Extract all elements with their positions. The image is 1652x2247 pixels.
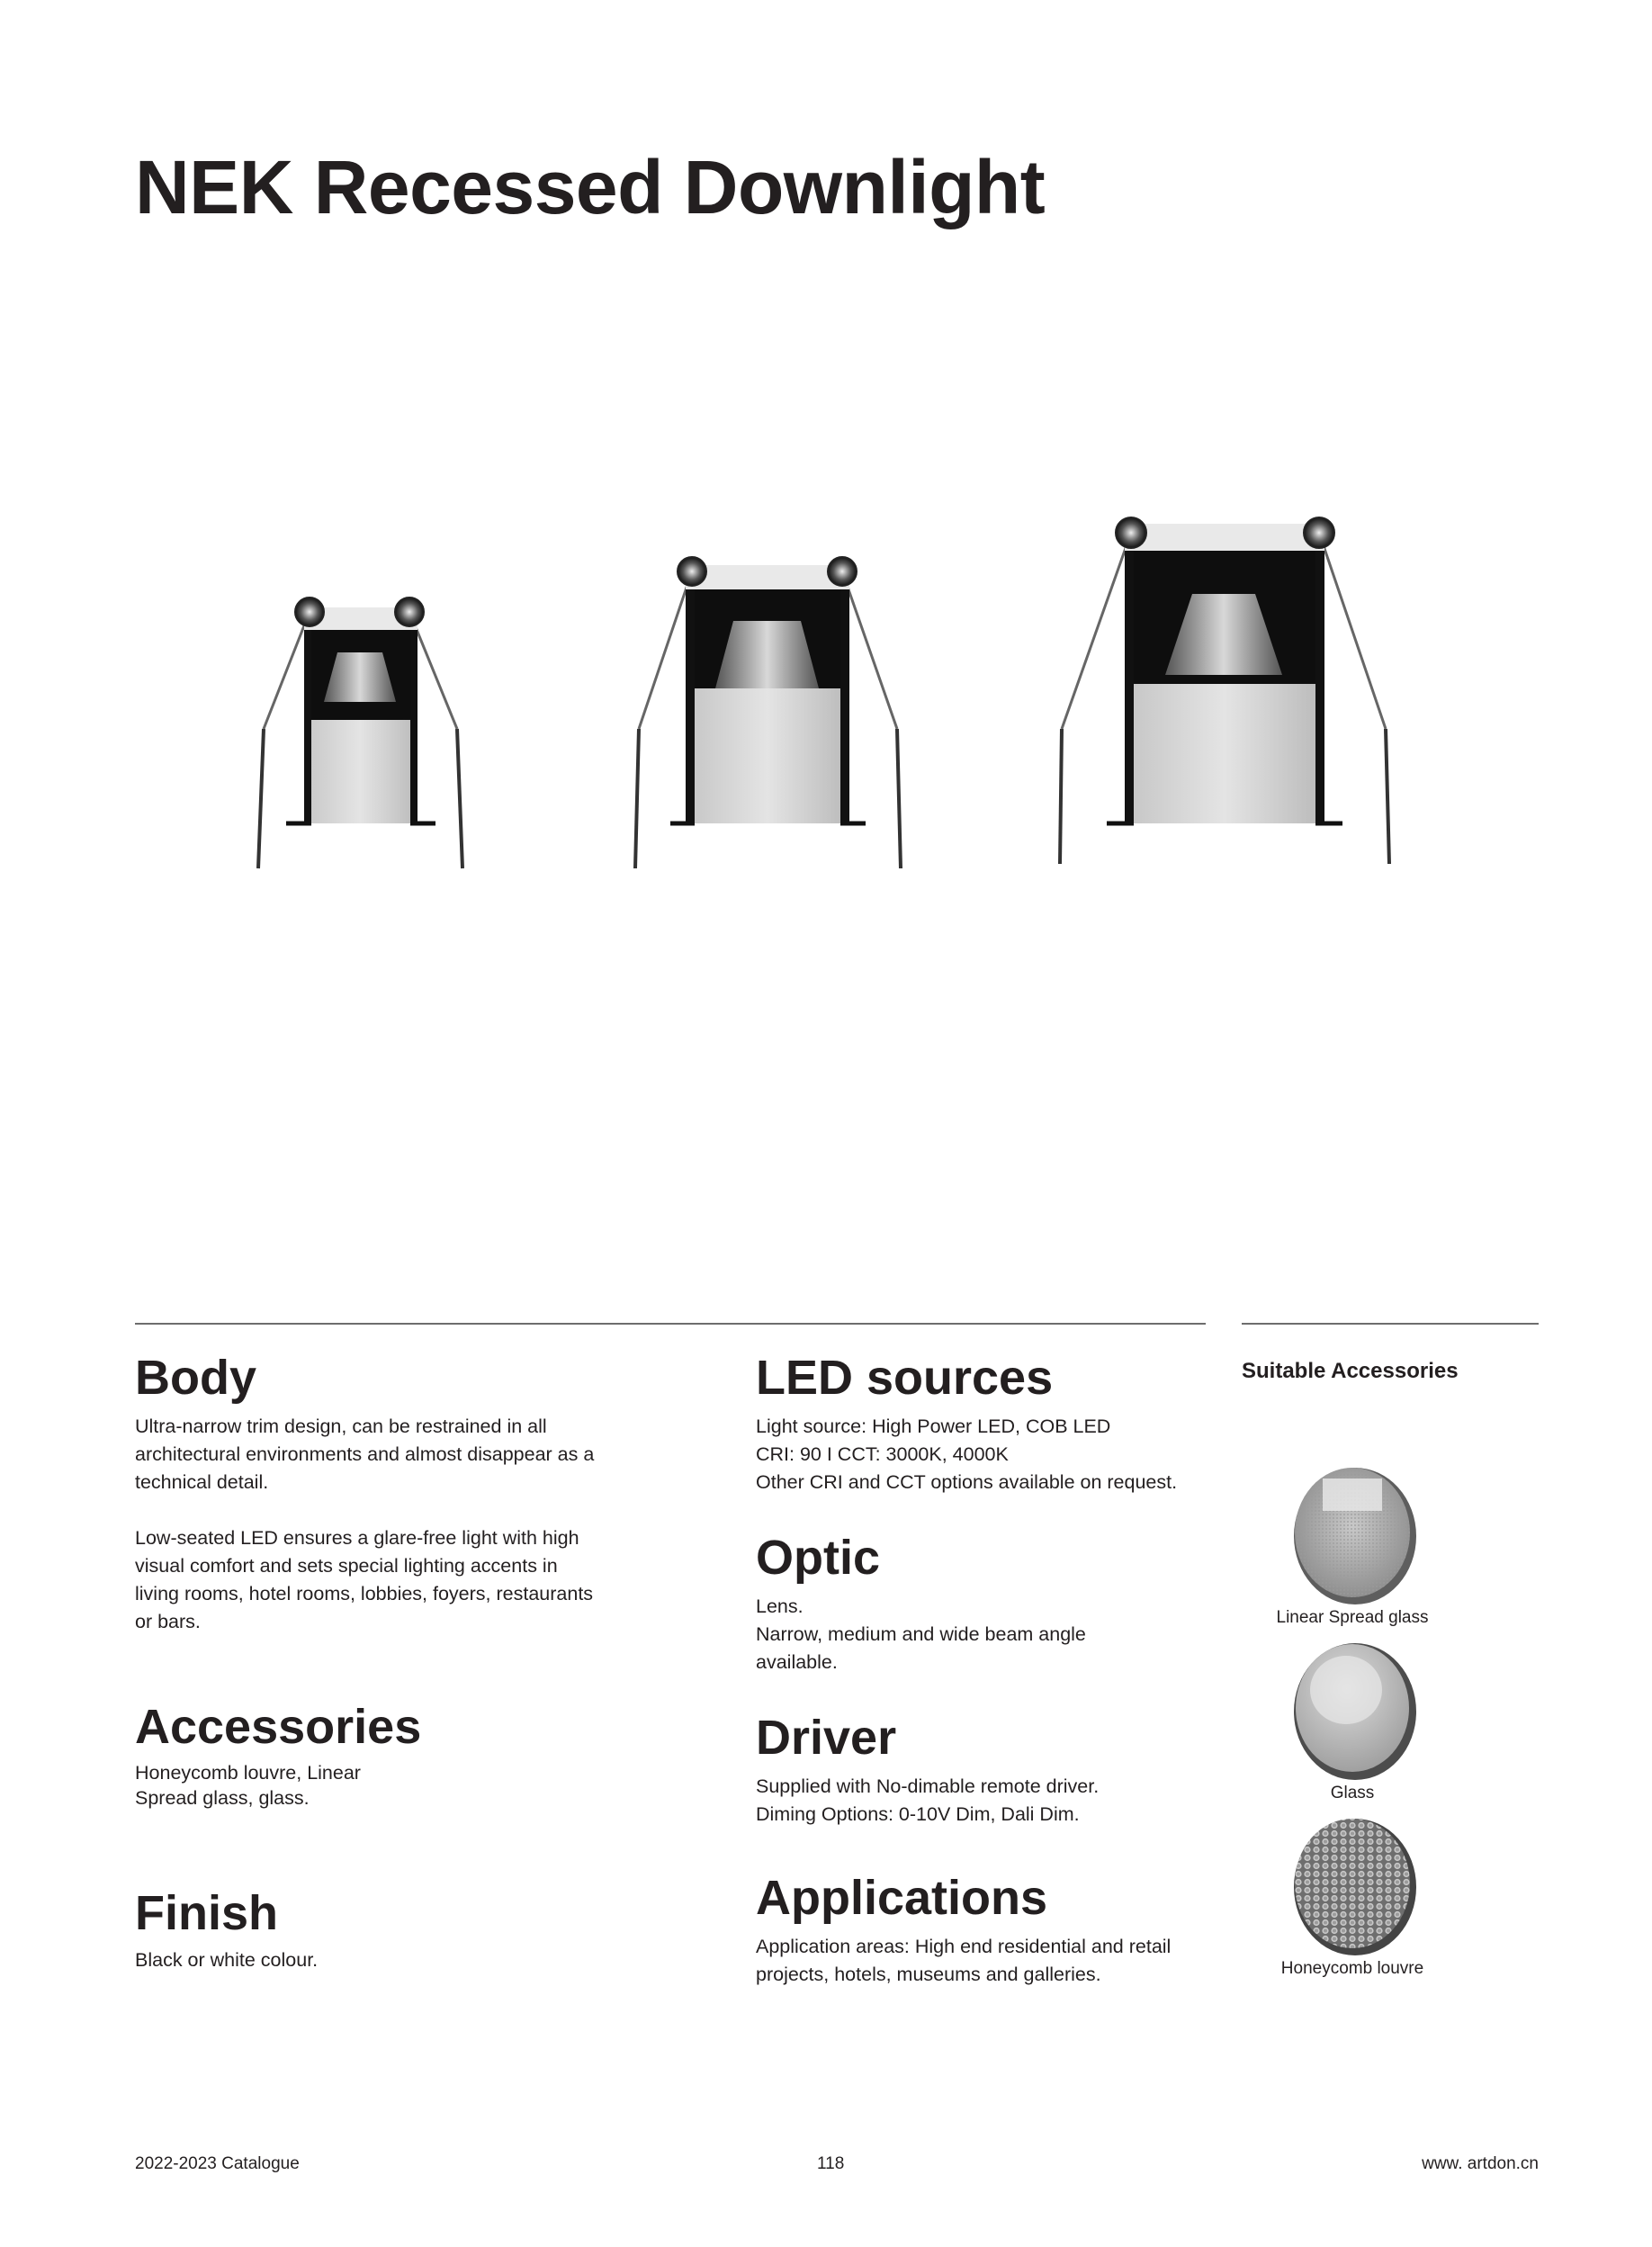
downlight-large-image [1060, 517, 1389, 864]
glass-image [1285, 1638, 1420, 1782]
section-driver [756, 1710, 1206, 1829]
downlight-medium-image [635, 557, 901, 868]
section-heading: Applications [756, 1871, 1048, 1925]
section-text: Ultra-narrow trim design, can be restrained in all architectural environments and almost disappear as a technical detail. [135, 1416, 595, 1493]
section-led-sources [756, 1350, 1206, 1497]
section-text: Supplied with No-dimable remote driver. Diming Options: 0-10V Dim, Dali Dim. [756, 1775, 1100, 1825]
section-text: Application areas: High end residential and retail projects, hotels, museums and galleries. [756, 1936, 1172, 1985]
section-heading: Accessories [135, 1700, 422, 1754]
downlight-small-image [258, 598, 462, 868]
accessory-label: Honeycomb louvre [1280, 1959, 1424, 1978]
section-optic [756, 1530, 1206, 1676]
divider-main [135, 1323, 1206, 1325]
honeycomb-louvre-image [1285, 1813, 1420, 1957]
section-heading: Body [135, 1351, 256, 1405]
suitable-accessories-title: Suitable Accessories [1242, 1359, 1459, 1383]
section-heading: Optic [756, 1531, 881, 1585]
divider-sidebar [1242, 1323, 1539, 1325]
footer-page-number: 118 [817, 2154, 845, 2173]
linear-spread-glass-image [1285, 1462, 1420, 1606]
footer-catalogue: 2022-2023 Catalogue [135, 2154, 300, 2173]
section-heading: LED sources [756, 1351, 1054, 1405]
section-heading: Driver [756, 1711, 897, 1765]
section-text: Lens. Narrow, medium and wide beam angle available. [756, 1595, 1086, 1673]
section-finish [135, 1885, 639, 1974]
section-text: Light source: High Power LED, COB LED CRI: 90 I CCT: 3000K, 4000K Other CRI and CCT options available on request. [756, 1416, 1178, 1493]
accessory-label: Linear Spread glass [1276, 1608, 1429, 1627]
section-text: Honeycomb louvre, Linear Spread glass, glass. [135, 1762, 361, 1809]
section-text: Low-seated LED ensures a glare-free light with high visual comfort and sets special lighting accents in living rooms, hotel rooms, lobbies, foyers, restaurants or bars. [135, 1527, 594, 1632]
section-applications [756, 1870, 1206, 1989]
section-accessories [135, 1699, 639, 1811]
page-title: NEK Recessed Downlight [135, 145, 1046, 229]
accessory-honeycomb-louvre [1244, 1813, 1460, 1979]
accessory-label: Glass [1330, 1784, 1375, 1802]
product-images [0, 486, 1652, 900]
accessory-linear-spread-glass [1244, 1462, 1460, 1628]
section-body [135, 1350, 639, 1636]
section-text: Black or white colour. [135, 1949, 319, 1971]
accessory-glass [1244, 1638, 1460, 1803]
footer-website: www. artdon.cn [1422, 2154, 1539, 2173]
section-heading: Finish [135, 1886, 278, 1940]
